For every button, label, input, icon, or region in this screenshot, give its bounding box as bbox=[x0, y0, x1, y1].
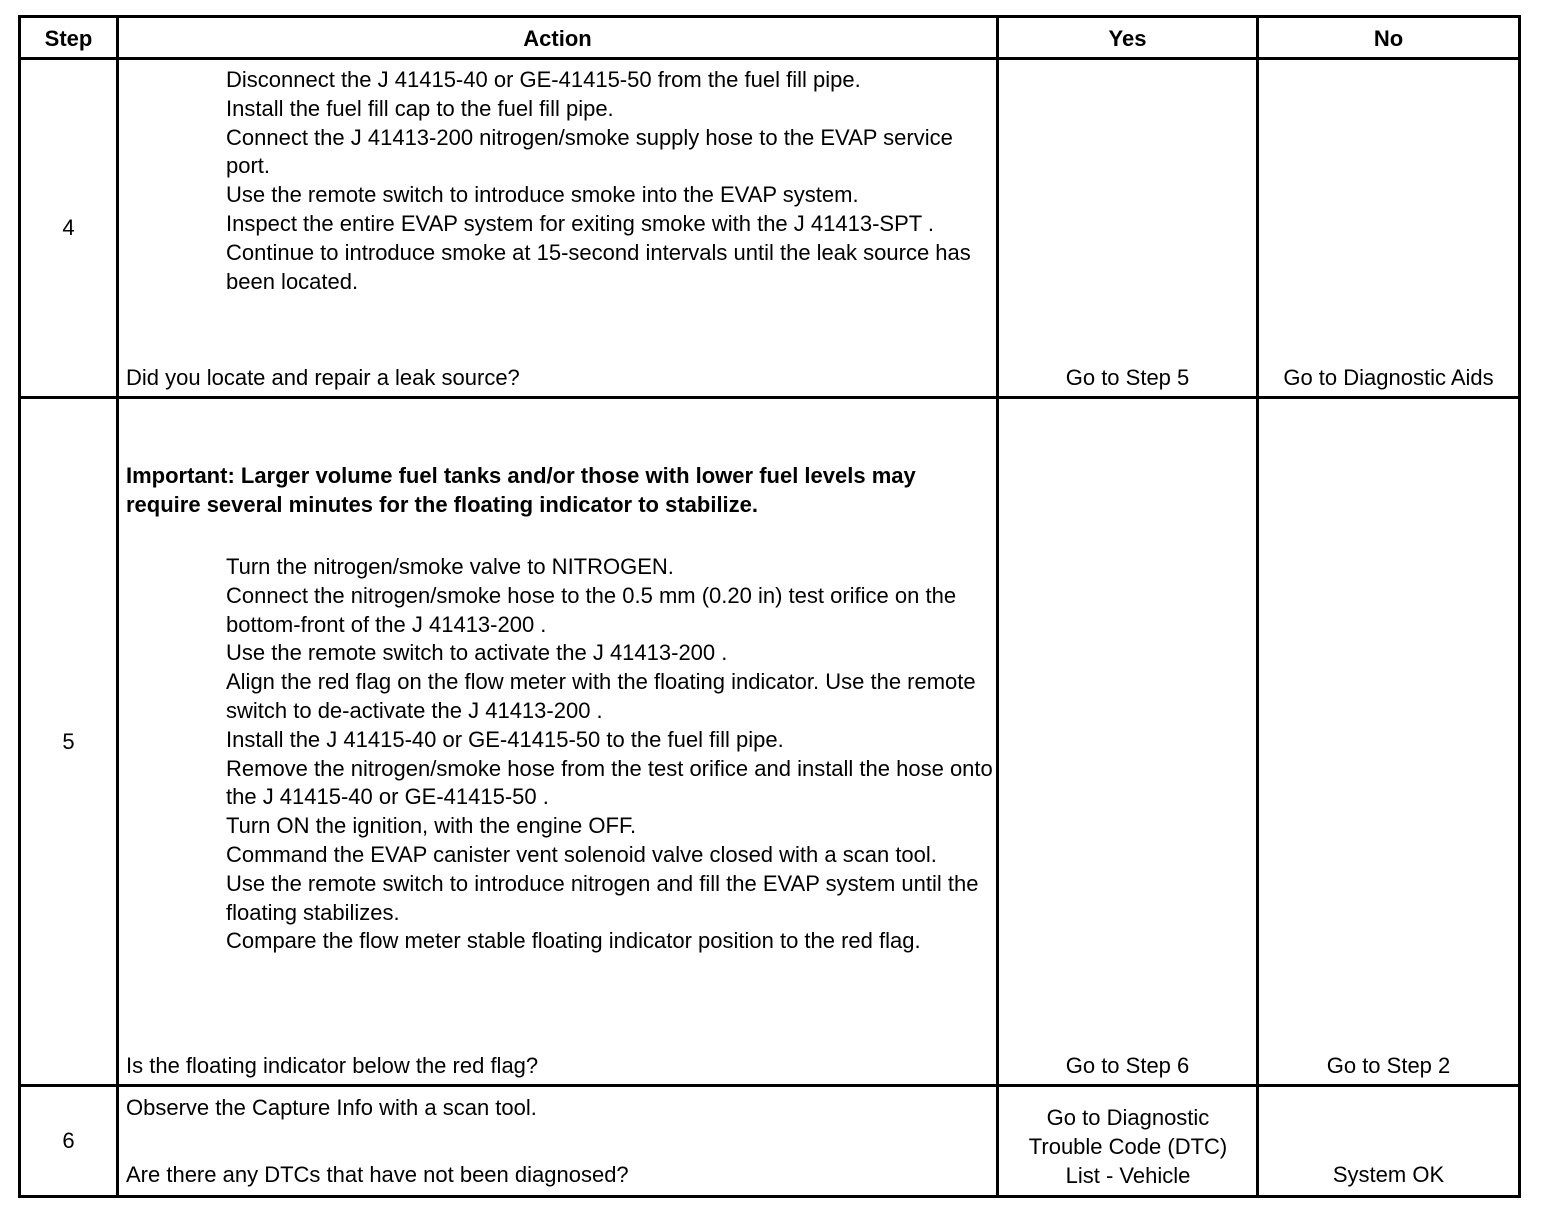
step-number: 5 bbox=[62, 729, 75, 754]
action-line: Turn the nitrogen/smoke valve to NITROGEN. bbox=[226, 554, 674, 579]
yes-result: Go to Step 5 bbox=[1065, 365, 1190, 390]
row-divider bbox=[18, 57, 1521, 60]
action-line: Align the red flag on the flow meter with the floating indicator. Use the remote switch to de-activate the J 41413-200 . bbox=[226, 669, 976, 723]
action-line: Continue to introduce smoke at 15-second intervals until the leak source has been located. bbox=[226, 239, 971, 294]
column-divider bbox=[1256, 15, 1259, 1198]
action-line: Turn ON the ignition, with the engine OFF. bbox=[226, 813, 637, 839]
action-line: Use the remote switch to introduce nitrogen and fill the EVAP system until the floating stabilizes. bbox=[226, 870, 979, 925]
yes-result: Go to Diagnostic Trouble Code (DTC) List - Vehicle bbox=[1028, 1105, 1228, 1188]
yes-result: Go to Step 6 bbox=[1065, 1053, 1190, 1078]
step-number: 6 bbox=[62, 1128, 75, 1153]
no-result: Go to Step 2 bbox=[1326, 1053, 1451, 1078]
column-divider bbox=[996, 15, 999, 1198]
action-line: Use the remote switch to introduce smoke into the EVAP system. bbox=[226, 182, 859, 208]
header-no: No bbox=[1373, 26, 1404, 51]
no-result: System OK bbox=[1332, 1162, 1445, 1187]
action-line: Inspect the entire EVAP system for exiting smoke with the J 41413-SPT . bbox=[226, 210, 935, 236]
step-number: 4 bbox=[62, 215, 75, 240]
no-result: Go to Diagnostic Aids bbox=[1283, 365, 1494, 390]
step-question: Is the floating indicator below the red flag? bbox=[126, 1053, 539, 1078]
step-question: Did you locate and repair a leak source? bbox=[126, 365, 520, 390]
action-line: Disconnect the J 41415-40 or GE-41415-50 from the fuel fill pipe. bbox=[226, 67, 861, 92]
action-line: Use the remote switch to activate the J 41413-200 . bbox=[226, 640, 728, 666]
important-note: Important: Larger volume fuel tanks and/or those with lower fuel levels may require several minutes for the floating indicator to stabilize. bbox=[126, 463, 916, 517]
header-action: Action bbox=[523, 26, 592, 51]
row-divider bbox=[18, 1084, 1521, 1087]
action-line: Observe the Capture Info with a scan tool. bbox=[126, 1095, 537, 1120]
action-line: Command the EVAP canister vent solenoid valve closed with a scan tool. bbox=[226, 841, 937, 867]
action-line: Compare the flow meter stable floating indicator position to the red flag. bbox=[226, 928, 921, 954]
action-line: Install the J 41415-40 or GE-41415-50 to the fuel fill pipe. bbox=[226, 726, 784, 752]
header-yes: Yes bbox=[1108, 26, 1147, 51]
header-step: Step bbox=[44, 26, 93, 51]
action-line: Install the fuel fill cap to the fuel fill pipe. bbox=[226, 95, 614, 121]
step-question: Are there any DTCs that have not been diagnosed? bbox=[126, 1162, 629, 1187]
column-divider bbox=[116, 15, 119, 1198]
row-divider bbox=[18, 396, 1521, 399]
action-line: Connect the J 41413-200 nitrogen/smoke supply hose to the EVAP service port. bbox=[226, 124, 953, 179]
action-line: Remove the nitrogen/smoke hose from the test orifice and install the hose onto the J 41415-40 or GE-41415-50 . bbox=[226, 755, 993, 810]
action-line: Connect the nitrogen/smoke hose to the 0.5 mm (0.20 in) test orifice on the bottom-front of the J 41413-200 . bbox=[226, 582, 957, 637]
